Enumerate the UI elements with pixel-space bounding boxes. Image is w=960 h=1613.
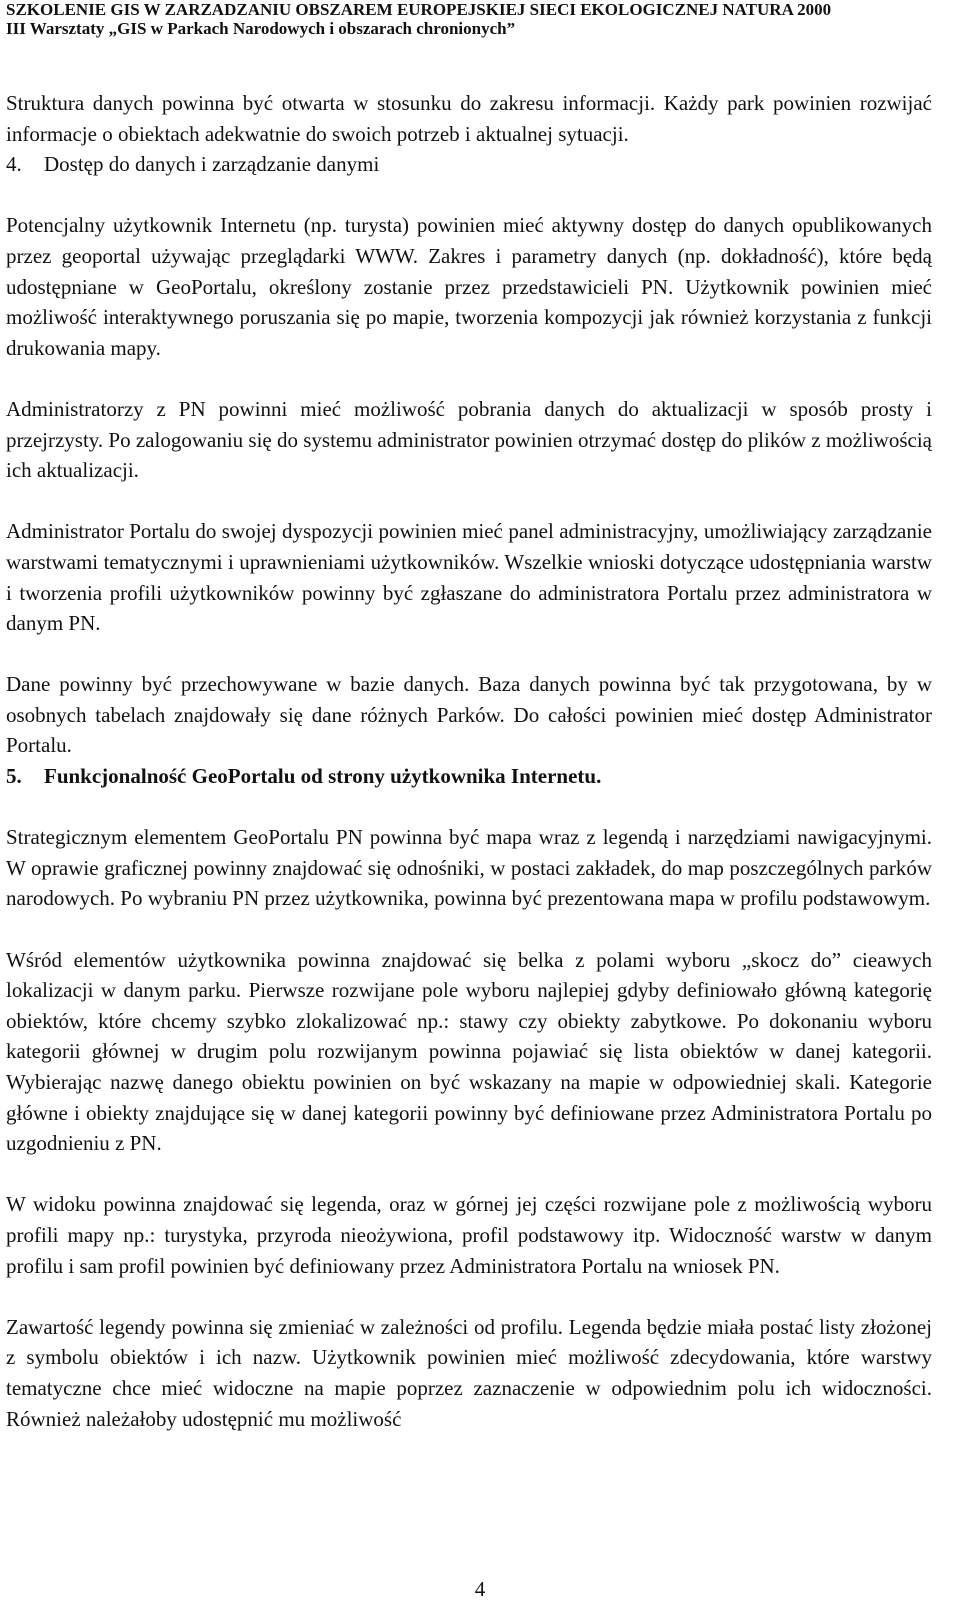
document-body: [6, 88, 932, 1434]
section-heading-4: [6, 149, 932, 180]
paragraph-jump-to-bar: Wśród elementów użytkownika powinna znajdować się belka z polami wyboru „skocz do” cieawych lokalizacji w danym parku. Pierwsze rozwijane pole wyboru najlepiej gdyby definiowało główną kategorię obiektów, które chcemy szybko zlokalizować np.: stawy czy obiekty zabytkowe. Po dokonaniu wyboru kategorii głównej w drugim polu rozwijanym powinna pojawiać się lista obiektów w danej kategorii. Wybierając nazwę danego obiektu powinien on być wskazany na mapie w odpowiedniej skali. Kategorie główne i obiekty znajdujące się w danej kategorii powinny być definiowane przez Administratora Portalu po uzgodnieniu z PN.: [6, 947, 932, 1156]
paragraph-database: Dane powinny być przechowywane w bazie danych. Baza danych powinna być tak przygotowana, by w osobnych tabelach znajdowały się dane różnych Parków. Do całości powinien mieć dostęp Administrator Portalu.: [6, 672, 932, 758]
paragraph-user-access: Potencjalny użytkownik Internetu (np. turysta) powinien mieć aktywny dostęp do danych opublikowanych przez geoportal używając przeglądarki WWW. Zakres i parametry danych (np. dokładność), które będą udostępniane w GeoPortalu, określony zostanie przez przedstawicieli PN. Użytkownik powinien mieć możliwość interaktywnego poruszania się po mapie, tworzenia kompozycji jak również korzystania z funkcji drukowania mapy.: [6, 213, 932, 360]
paragraph-data-structure: Struktura danych powinna być otwarta w stosunku do zakresu informacji. Każdy park powinien rozwijać informacje o obiektach adekwatnie do swoich potrzeb i aktualnej sytuacji.: [6, 91, 932, 146]
section-heading-5: [6, 761, 932, 792]
page-number: 4: [474, 1577, 486, 1601]
paragraph-legend-content: Zawartość legendy powinna się zmieniać w zależności od profilu. Legenda będzie miała postać listy złożonej z symbolu obiektów i ich nazw. Użytkownik powinien mieć możliwość zdecydowania, które warstwy tematyczne chce mieć widoczne na mapie poprzez zaznaczenie w odpowiednim polu ich widoczności. Również należałoby udostępnić mu możliwość: [6, 1314, 932, 1431]
paragraph-pn-administrators: Administratorzy z PN powinni mieć możliwość pobrania danych do aktualizacji w sposób prosty i przejrzysty. Po zalogowaniu się do systemu administrator powinien otrzymać dostęp do plików z możliwością ich aktualizacji.: [6, 396, 932, 483]
section-number: 4.: [6, 152, 22, 177]
paragraph-map-element: Strategicznym elementem GeoPortalu PN powinna być mapa wraz z legendą i narzędziami nawigacyjnymi. W oprawie graficznej powinny znajdować się odnośniki, w postaci zakładek, do map poszczególnych parków narodowych. Po wybraniu PN przez użytkownika, powinna być prezentowana mapa w profilu podstawowym.: [6, 825, 932, 911]
section-title: Dostęp do danych i zarządzanie danymi: [44, 152, 380, 177]
header-line-2: III Warsztaty „GIS w Parkach Narodowych i obszarach chronionych”: [6, 19, 516, 38]
paragraph-portal-administrator: Administrator Portalu do swojej dyspozycji powinien mieć panel administracyjny, umożliwiający zarządzanie warstwami tematycznymi i uprawnieniami użytkowników. Wszelkie wnioski dotyczące udostępniania warstw i tworzenia profili użytkowników powinny być zgłaszane do administratora Portalu przez administratora w danym PN.: [6, 519, 932, 636]
section-number: 5.: [6, 764, 22, 789]
section-title: Funkcjonalność GeoPortalu od strony użytkownika Internetu.: [44, 764, 602, 789]
paragraph-legend-profiles: W widoku powinna znajdować się legenda, oraz w górnej jej części rozwijane pole z możliwością wyboru profili mapy np.: turystyka, przyroda nieożywiona, profil podstawowy itp. Widoczność warstw w danym profilu i sam profil powinien być definiowany przez Administratora Portalu na wniosek PN.: [6, 1192, 932, 1278]
header-line-1: SZKOLENIE GIS W ZARZADZANIU OBSZAREM EUROPEJSKIEJ SIECI EKOLOGICZNEJ NATURA 2000: [6, 0, 832, 19]
running-header: [6, 0, 906, 38]
